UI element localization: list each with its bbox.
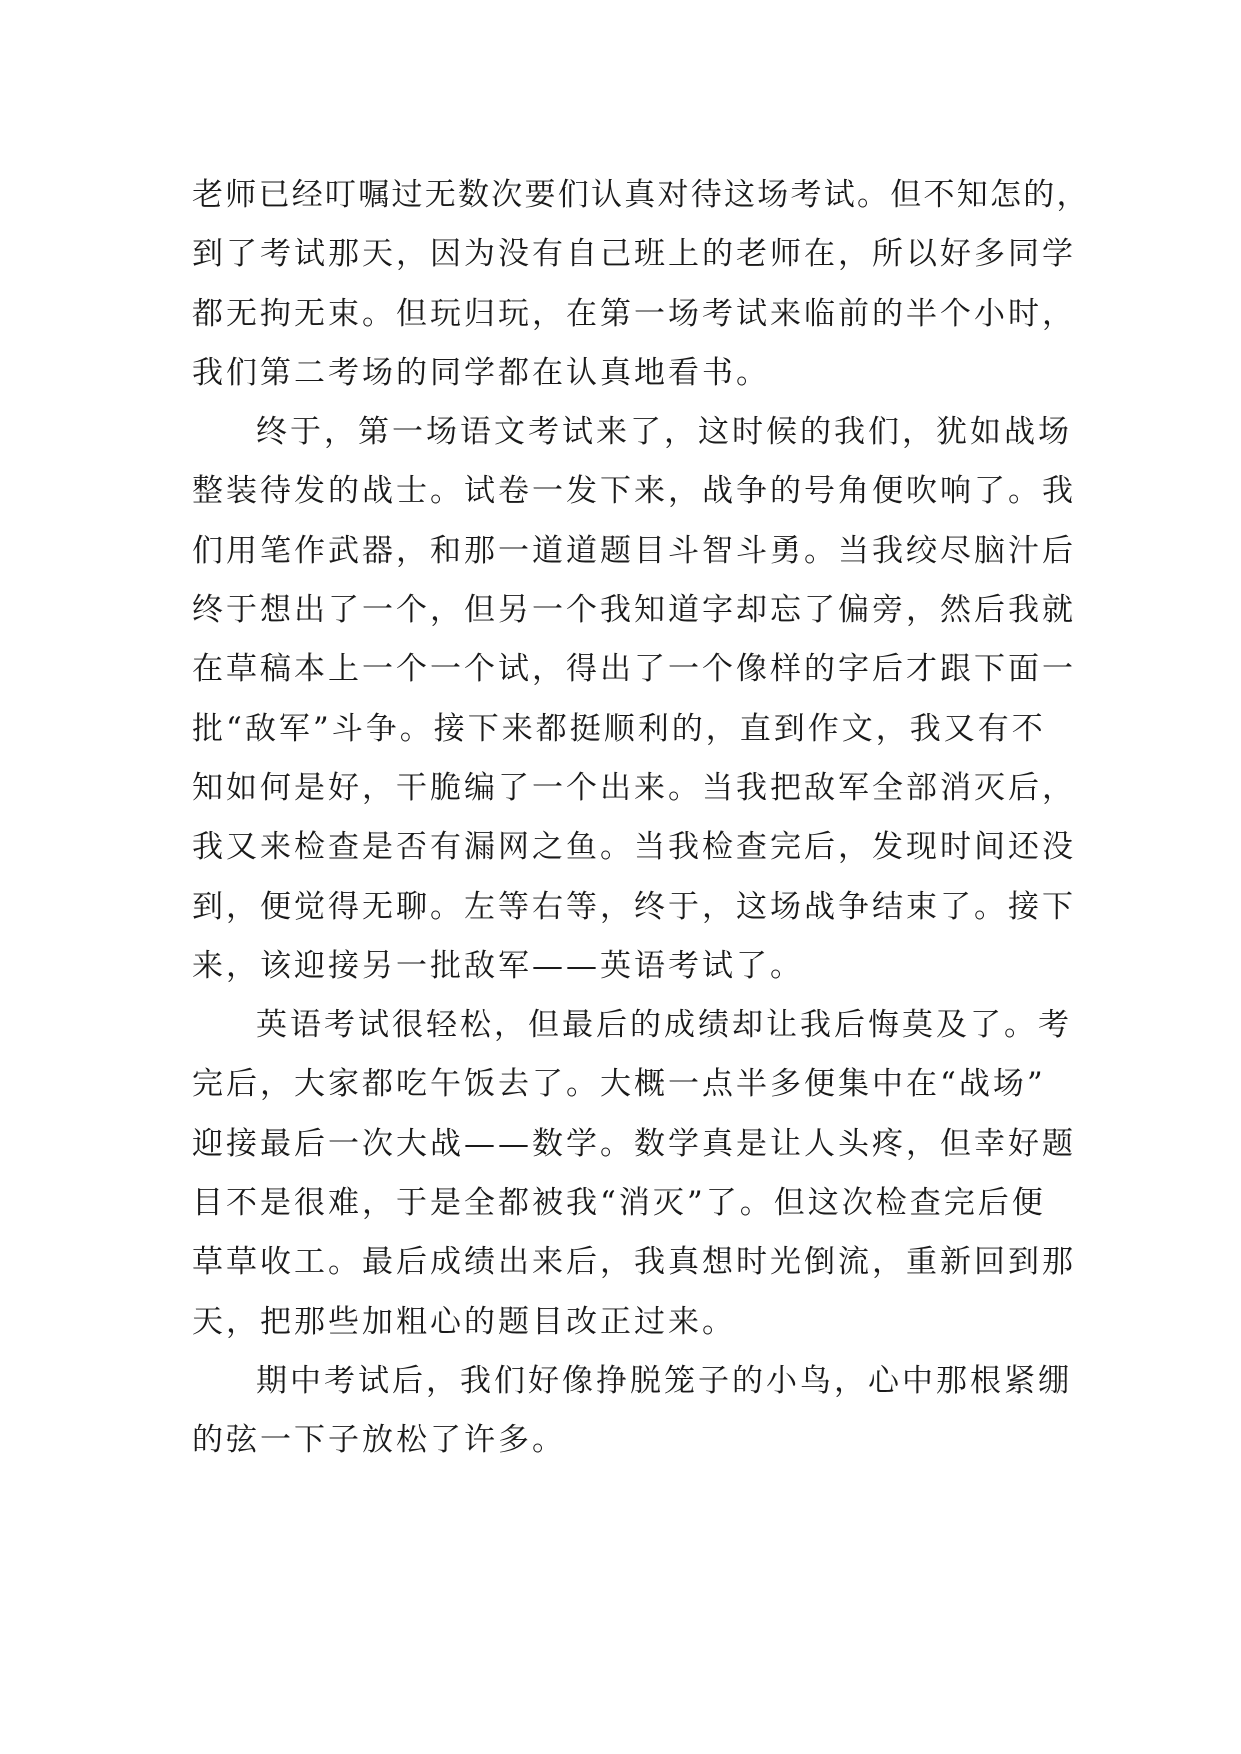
text-line: 迎接最后一次大战——数学。数学真是让人头疼，但幸好题: [192, 1125, 1076, 1162]
text-line: 在草稿本上一个一个试，得出了一个像样的字后才跟下面一: [192, 651, 1076, 688]
text-line: 知如何是好，干脆编了一个出来。当我把敌军全部消灭后，: [192, 769, 1076, 806]
text-line: 的弦一下子放松了许多。: [192, 1422, 566, 1459]
text-line: 期中考试后，我们好像挣脱笼子的小鸟，心中那根紧绷: [256, 1362, 1072, 1399]
text-line: 完后，大家都吃午饭去了。大概一点半多便集中在“战场”: [192, 1066, 1046, 1103]
text-line: 都无拘无束。但玩归玩，在第一场考试来临前的半个小时，: [192, 295, 1076, 332]
text-line: 终于，第一场语文考试来了，这时候的我们，犹如战场: [256, 414, 1072, 451]
text-line: 目不是很难，于是全都被我“消灭”了。但这次检查完后便: [192, 1185, 1046, 1222]
text-line: 批“敌军”斗争。接下来都挺顺利的，直到作文，我又有不: [192, 710, 1046, 747]
text-line: 天，把那些加粗心的题目改正过来。: [192, 1303, 736, 1340]
text-line: 英语考试很轻松，但最后的成绩却让我后悔莫及了。考: [256, 1007, 1072, 1044]
text-line: 到了考试那天，因为没有自己班上的老师在，所以好多同学: [192, 236, 1076, 273]
text-line: 终于想出了一个，但另一个我知道字却忘了偏旁，然后我就: [192, 592, 1076, 629]
text-line: 整装待发的战士。试卷一发下来，战争的号角便吹响了。我: [192, 473, 1076, 510]
text-line: 到，便觉得无聊。左等右等，终于，这场战争结束了。接下: [192, 888, 1076, 925]
text-line: 来，该迎接另一批敌军——英语考试了。: [192, 947, 804, 984]
text-line: 我们第二考场的同学都在认真地看书。: [192, 354, 770, 391]
text-line: 们用笔作武器，和那一道道题目斗智斗勇。当我绞尽脑汁后: [192, 532, 1076, 569]
text-line: 我又来检查是否有漏网之鱼。当我检查完后，发现时间还没: [192, 829, 1076, 866]
text-line: 草草收工。最后成绩出来后，我真想时光倒流，重新回到那: [192, 1244, 1076, 1281]
essay-body: [192, 166, 1092, 1471]
text-line: 老师已经叮嘱过无数次要们认真对待这场考试。但不知怎的，: [192, 177, 1090, 213]
